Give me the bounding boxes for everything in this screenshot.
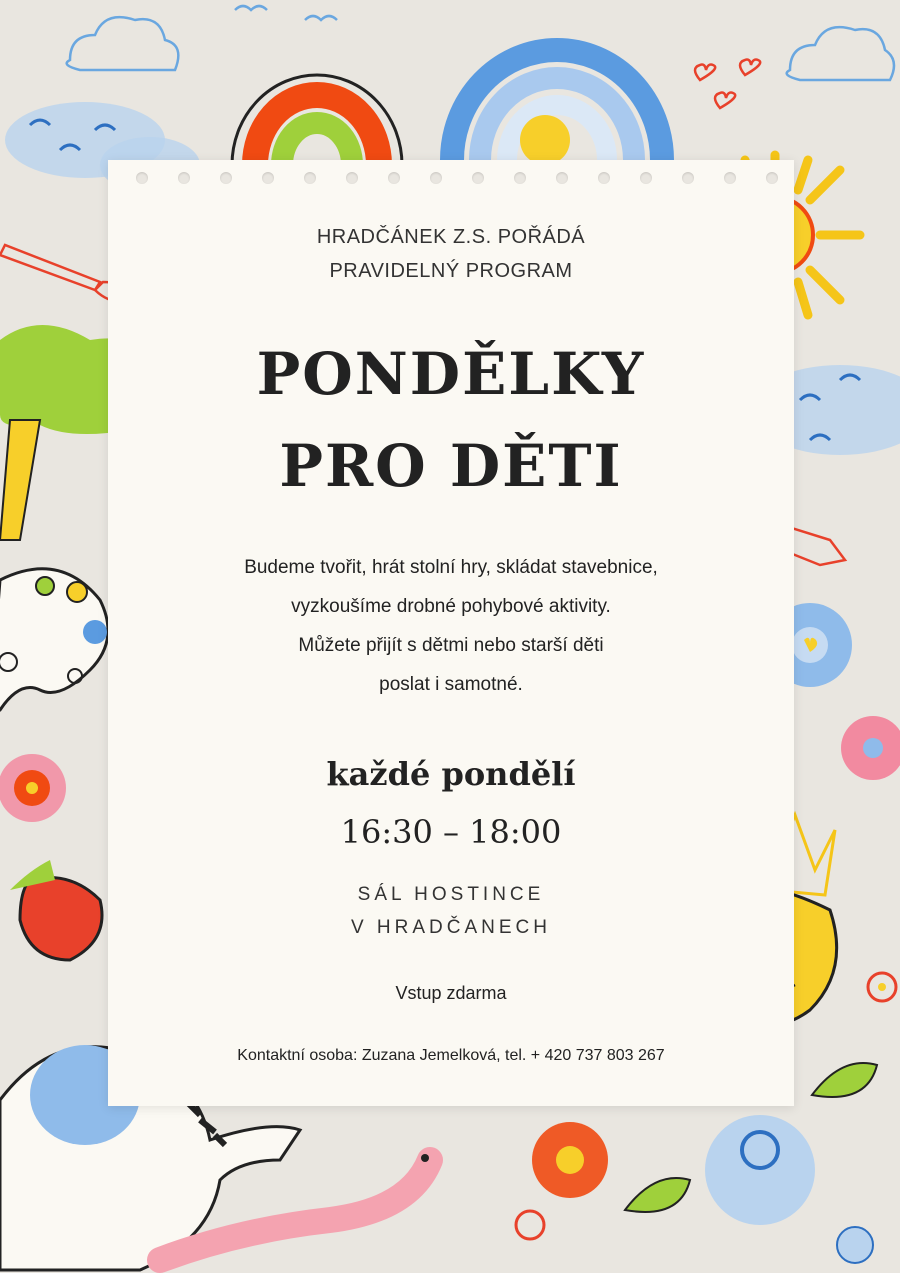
title-line-1: PONDĚLKY bbox=[256, 340, 646, 408]
heart-icon bbox=[695, 60, 760, 108]
venue bbox=[108, 878, 794, 944]
flower-icon bbox=[0, 754, 66, 822]
organizer-text bbox=[108, 220, 794, 288]
venue-line-2: V HRADČANECH bbox=[350, 917, 552, 938]
schedule-time: 16:30 – 18:00 bbox=[340, 813, 562, 851]
rainbow-icon bbox=[232, 75, 402, 165]
flower-icon bbox=[868, 973, 896, 1001]
admission: Vstup zdarma bbox=[395, 983, 507, 1003]
venue-line-1: SÁL HOSTINCE bbox=[357, 884, 545, 905]
schedule-day: každé pondělí bbox=[326, 755, 576, 793]
organizer-line-1: HRADČÁNEK Z.S. POŘÁDÁ bbox=[316, 226, 586, 248]
description-line: Budeme tvořit, hrát stolní hry, skládat stavebnice, bbox=[244, 557, 658, 578]
poster-paper bbox=[108, 160, 794, 1106]
title-line-2: PRO DĚTI bbox=[279, 432, 623, 500]
poster-title bbox=[108, 328, 794, 512]
contact-info: Kontaktní osoba: Zuzana Jemelková, tel. + 420 737 803 267 bbox=[237, 1047, 665, 1064]
schedule bbox=[108, 745, 794, 861]
organizer-line-2: PRAVIDELNÝ PROGRAM bbox=[329, 260, 573, 282]
description-line: Můžete přijít s dětmi nebo starší děti bbox=[298, 635, 604, 656]
flower-icon bbox=[841, 716, 900, 780]
description bbox=[108, 548, 794, 704]
flower-icon bbox=[516, 1115, 873, 1263]
paper-holes bbox=[108, 160, 794, 194]
description-line: vyzkoušíme drobné pohybové aktivity. bbox=[291, 596, 611, 617]
description-line: poslat i samotné. bbox=[379, 674, 523, 695]
palette-icon bbox=[0, 569, 108, 710]
rainbow-icon bbox=[452, 50, 662, 165]
strawberry-icon bbox=[10, 860, 102, 960]
